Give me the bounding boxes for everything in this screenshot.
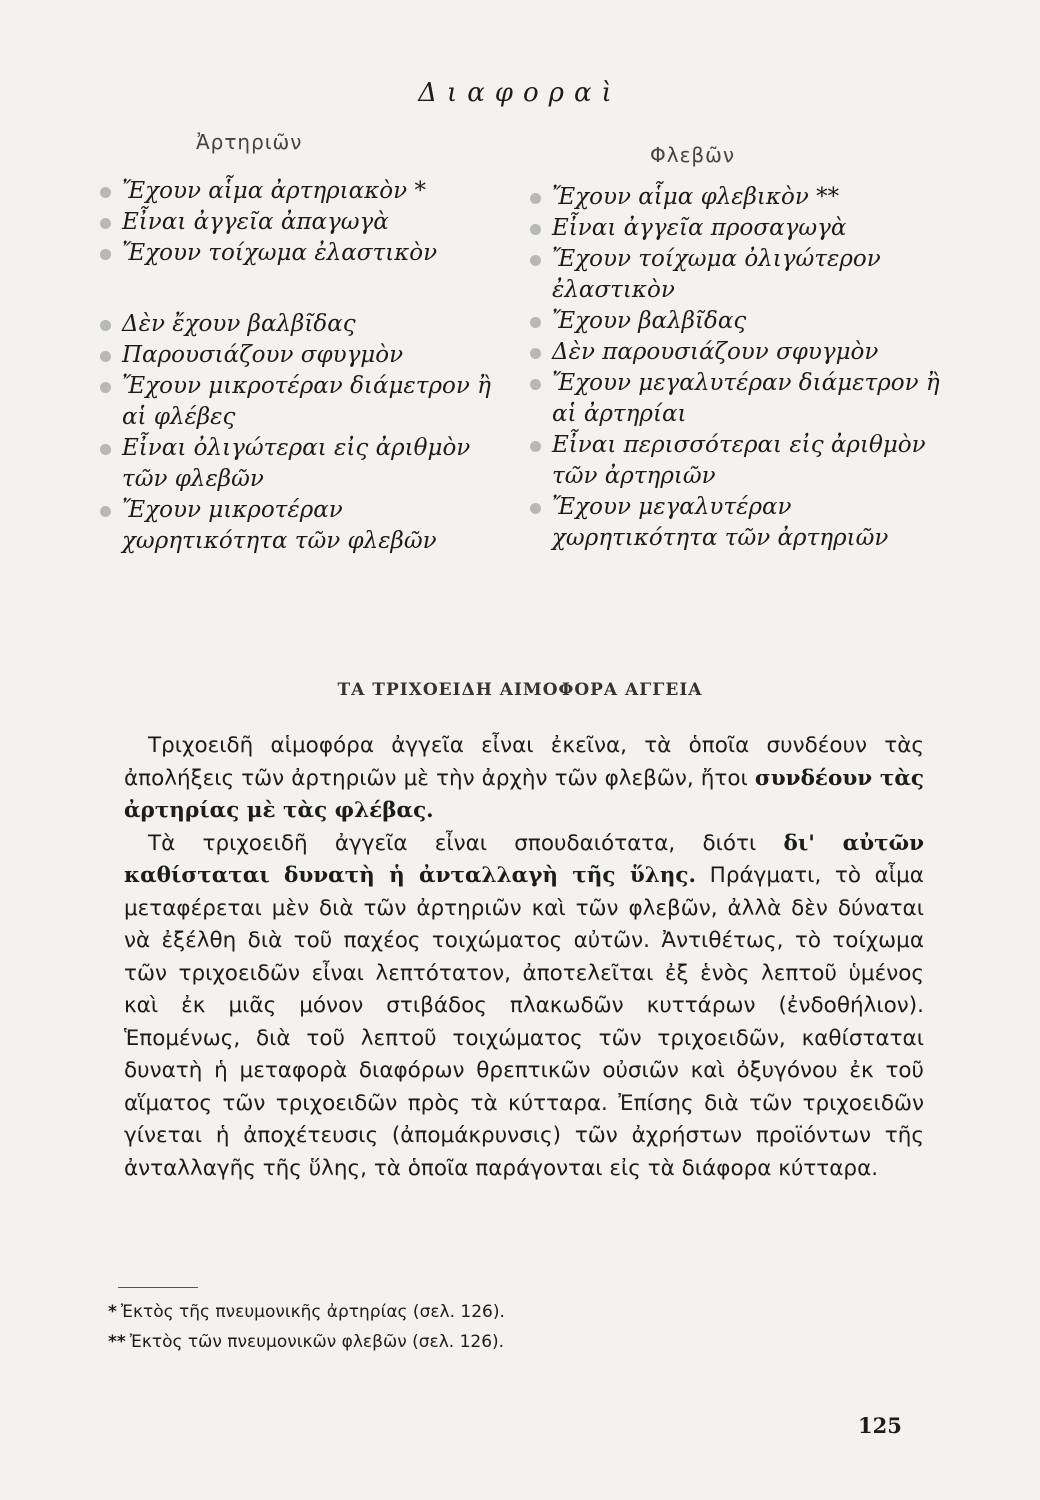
bullet-icon: [100, 320, 111, 331]
bullet-icon: [100, 351, 111, 362]
page-number: 125: [858, 1413, 902, 1438]
list-item: Ἔχουν μικροτέραν χωρητικότητα τῶν φλεβῶν: [100, 495, 502, 557]
bullet-icon: [530, 224, 541, 235]
list-item: Ἔχουν μεγαλυτέραν χωρητικότητα τῶν ἀρτηριῶν: [530, 492, 952, 554]
footnote-1: * Ἐκτὸς τῆς πνευμονικῆς ἀρτηρίας (σελ. 126).: [108, 1302, 505, 1322]
list-item: Ἔχουν μικροτέραν διάμετρον ἢ αἱ φλέβες: [100, 371, 502, 433]
bullet-icon: [530, 379, 541, 390]
bullet-icon: [100, 187, 111, 198]
bullet-icon: [100, 218, 111, 229]
right-column-heading: Φλεβῶν: [650, 143, 736, 167]
bullet-icon: [530, 255, 541, 266]
bullet-icon: [100, 249, 111, 260]
right-column: [530, 182, 950, 554]
list-item: Δὲν ἔχουν βαλβῖδας: [100, 309, 520, 340]
list-item: Εἶναι ἀγγεῖα προσαγωγὰ: [530, 213, 950, 244]
list-item: Ἔχουν τοίχωμα ἐλαστικὸν: [100, 238, 520, 269]
bullet-icon: [100, 506, 111, 517]
list-item: Εἶναι ὀλιγώτεραι εἰς ἀριθμὸν τῶν φλεβῶν: [100, 433, 502, 495]
left-column-heading: Ἀρτηριῶν: [196, 130, 303, 154]
list-item: Ἔχουν τοίχωμα ὀλιγώτερον ἐλαστικὸν: [530, 244, 952, 306]
list-item: Ἔχουν αἷμα ἀρτηριακὸν *: [100, 176, 520, 207]
bullet-icon: [530, 193, 541, 204]
bullet-icon: [530, 503, 541, 514]
left-column: [100, 176, 520, 557]
list-item: Εἶναι ἀγγεῖα ἀπαγωγὰ: [100, 207, 520, 238]
section-title: ΤΑ ΤΡΙΧΟΕΙΔΗ ΑΙΜΟΦΟΡΑ ΑΓΓΕΙΑ: [337, 680, 703, 700]
bullet-icon: [530, 348, 541, 359]
footnote-divider: [118, 1287, 198, 1288]
body-text: [124, 730, 924, 1185]
paragraph-2: Τὰ τριχοειδῆ ἀγγεῖα εἶναι σπουδαιότατα, διότι δι' αὐτῶν καθίσταται δυνατὴ ἡ ἀνταλλαγὴ τῆς ὕλης. Πράγματι, τὸ αἷμα μεταφέρεται μὲν διὰ τῶν ἀρτηριῶν καὶ τῶν φλεβῶν, ἀλλὰ δὲν δύναται νὰ ἐξέλθη διὰ τοῦ παχέος τοιχώματος αὐτῶν. Ἀντιθέτως, τὸ τοίχωμα τῶν τριχοειδῶν εἶναι λεπτότατον, ἀποτελεῖται ἐξ ἑνὸς λεπτοῦ ὑμένος καὶ ἐκ μιᾶς μόνον στιβάδος πλακωδῶν κυττάρων (ἐνδοθήλιον). Ἑπομένως, διὰ τοῦ λεπτοῦ τοιχώματος τῶν τριχοειδῶν, καθίσταται δυνατὴ ἡ μεταφορὰ διαφόρων θρεπτικῶν οὐσιῶν καὶ ὀξυγόνου ἐκ τοῦ αἵματος τῶν τριχοειδῶν πρὸς τὰ κύτταρα. Ἐπίσης διὰ τῶν τριχοειδῶν γίνεται ἡ ἀποχέτευσις (ἀπομάκρυνσις) τῶν ἀχρήστων προϊόντων τῆς ἀνταλλαγῆς τῆς ὕλης, τὰ ὁποῖα παράγονται εἰς τὰ διάφορα κύτταρα.: [124, 830, 924, 1181]
bullet-icon: [100, 382, 111, 393]
list-item: Δὲν παρουσιάζουν σφυγμὸν: [530, 337, 950, 368]
list-item: Ἔχουν μεγαλυτέραν διάμετρον ἢ αἱ ἀρτηρίαι: [530, 368, 952, 430]
page-title: Διαφοραὶ: [418, 78, 622, 108]
bullet-icon: [530, 441, 541, 452]
list-item: Ἔχουν βαλβῖδας: [530, 306, 950, 337]
list-item: Ἔχουν αἷμα φλεβικὸν **: [530, 182, 950, 213]
bullet-icon: [530, 317, 541, 328]
list-item: Παρουσιάζουν σφυγμὸν: [100, 340, 520, 371]
paragraph-1: Τριχοειδῆ αἱμοφόρα ἀγγεῖα εἶναι ἐκεῖνα, τὰ ὁποῖα συνδέουν τὰς ἀπολήξεις τῶν ἀρτηριῶν μὲ τὴν ἀρχὴν τῶν φλεβῶν, ἤτοι συνδέουν τὰς ἀρτηρίας μὲ τὰς φλέβας.: [124, 733, 924, 823]
footnote-2: ** Ἐκτὸς τῶν πνευμονικῶν φλεβῶν (σελ. 126).: [108, 1332, 505, 1352]
bullet-icon: [100, 444, 111, 455]
list-item: Εἶναι περισσότεραι εἰς ἀριθμὸν τῶν ἀρτηριῶν: [530, 430, 952, 492]
